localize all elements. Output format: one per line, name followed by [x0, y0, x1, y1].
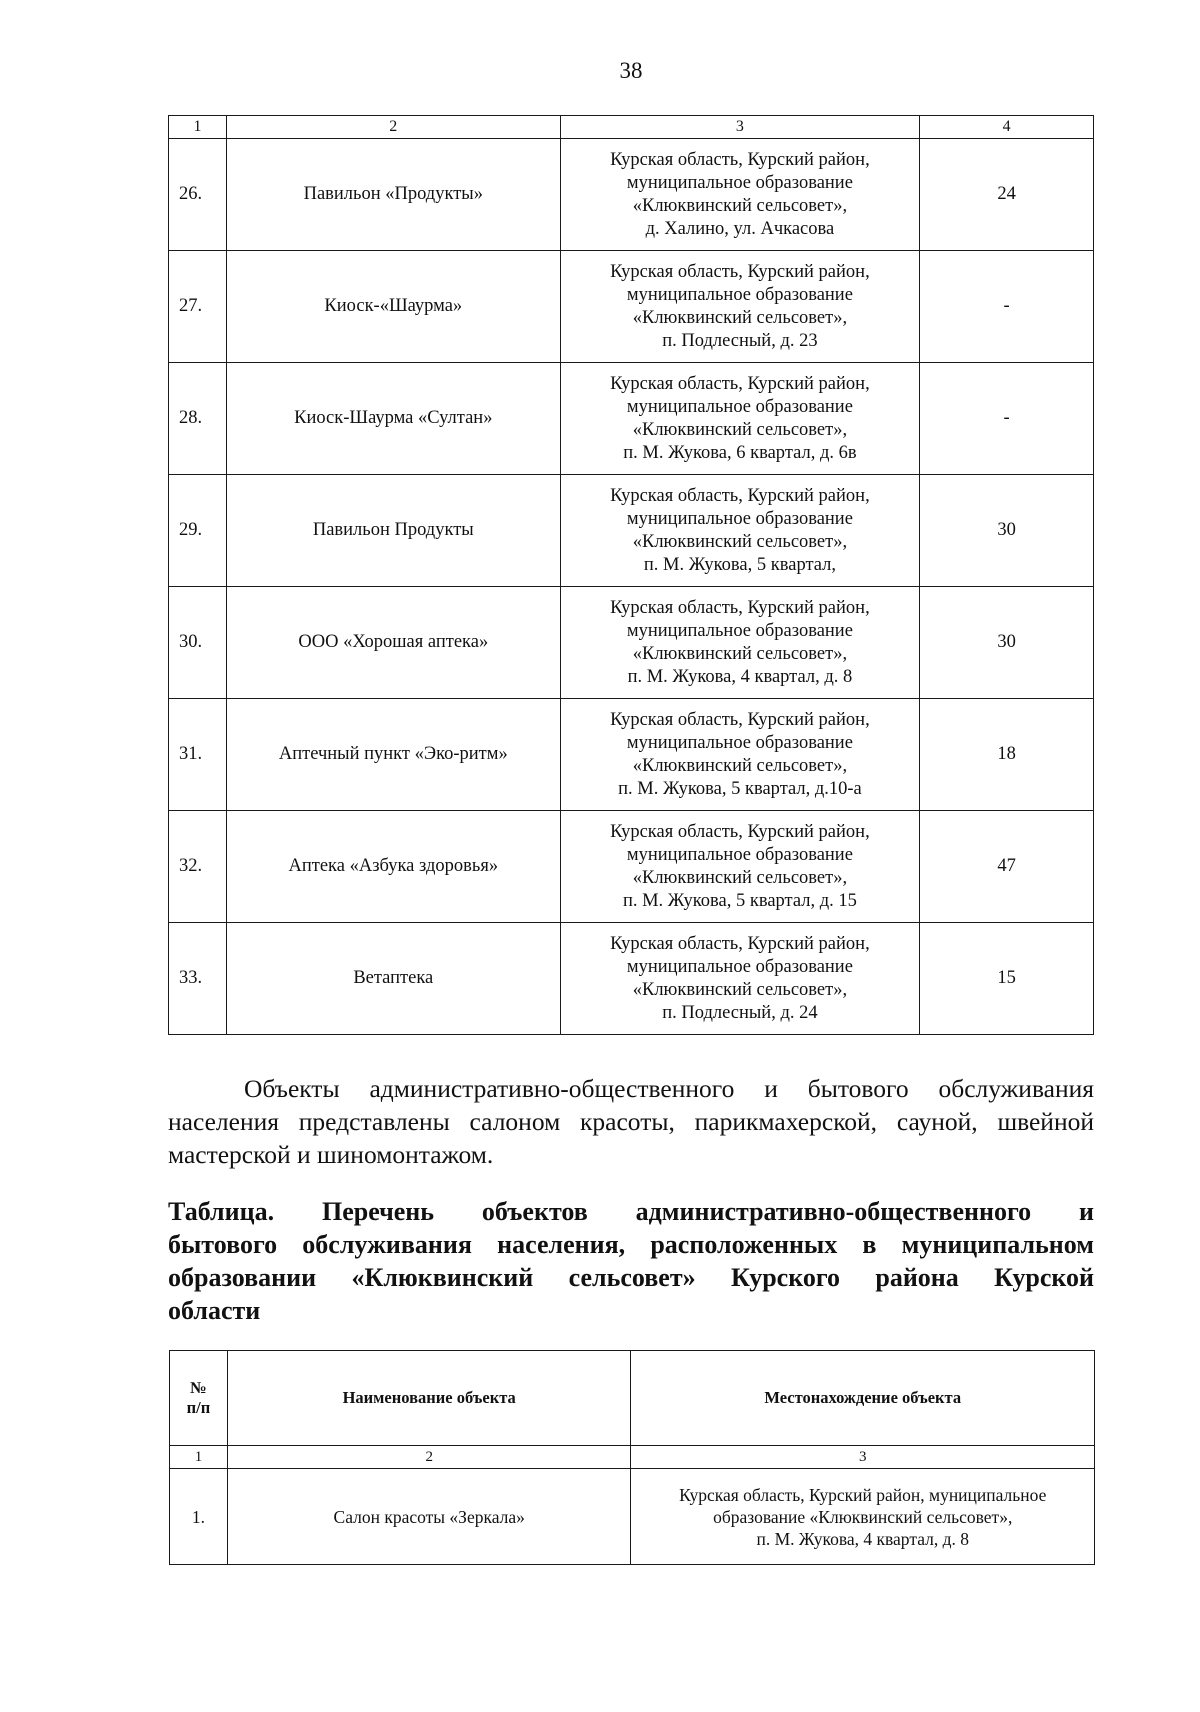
object-name: ООО «Хорошая аптека» — [226, 587, 560, 699]
address-line: муниципальное образование — [626, 620, 853, 641]
column-number: 1 — [169, 116, 227, 139]
row-number: 30. — [169, 587, 227, 699]
table-row — [169, 139, 1094, 251]
object-address — [560, 363, 920, 475]
row-number: 27. — [169, 251, 227, 363]
address-line: образование «Клюквинский сельсовет», — [713, 1506, 1013, 1527]
object-name: Салон красоты «Зеркала» — [227, 1469, 631, 1565]
address-line: Курская область, Курский район, — [610, 933, 870, 954]
object-name: Аптечный пункт «Эко-ритм» — [226, 699, 560, 811]
column-number: 4 — [920, 116, 1094, 139]
column-numbers-row — [169, 116, 1094, 139]
address-line: муниципальное образование — [626, 284, 853, 305]
column-number: 2 — [226, 116, 560, 139]
object-value: - — [920, 363, 1094, 475]
object-address — [560, 811, 920, 923]
object-address — [560, 139, 920, 251]
table-row — [169, 251, 1094, 363]
object-value: 30 — [920, 475, 1094, 587]
address-line: муниципальное образование — [626, 508, 853, 529]
table-row — [170, 1469, 1095, 1565]
address-line: Курская область, Курский район, — [610, 821, 870, 842]
address-line: п. М. Жукова, 5 квартал, д.10-а — [618, 778, 862, 799]
address-line: Курская область, Курский район, — [610, 373, 870, 394]
address-line: Курская область, Курский район, — [610, 149, 870, 170]
address-line: п. М. Жукова, 4 квартал, д. 8 — [756, 1528, 969, 1549]
column-number: 3 — [631, 1446, 1095, 1469]
row-number: 1. — [170, 1469, 228, 1565]
column-header-number — [170, 1351, 228, 1446]
address-line: Курская область, Курский район, муниципальное — [679, 1484, 1047, 1505]
column-number: 2 — [227, 1446, 631, 1469]
address-line: Курская область, Курский район, — [610, 485, 870, 506]
address-line: «Клюквинский сельсовет», — [632, 307, 848, 328]
address-line: «Клюквинский сельсовет», — [632, 531, 848, 552]
row-number: 32. — [169, 811, 227, 923]
table-row — [169, 699, 1094, 811]
address-line: п. М. Жукова, 4 квартал, д. 8 — [627, 666, 853, 687]
object-name: Аптека «Азбука здоровья» — [226, 811, 560, 923]
address-line: Курская область, Курский район, — [610, 261, 870, 282]
object-value: - — [920, 251, 1094, 363]
table-row — [169, 475, 1094, 587]
address-line: п. М. Жукова, 6 квартал, д. 6в — [623, 442, 857, 463]
address-line: муниципальное образование — [626, 956, 853, 977]
services-table — [169, 1350, 1095, 1565]
address-line: Курская область, Курский район, — [610, 709, 870, 730]
table-title-line: бытового обслуживания населения, расположенных в муниципальном — [168, 1230, 1094, 1259]
address-line: п. Подлесный, д. 24 — [662, 1002, 818, 1023]
table-title-line: области — [168, 1296, 261, 1325]
column-number: 1 — [170, 1446, 228, 1469]
column-header-location: Местонахождение объекта — [631, 1351, 1095, 1446]
address-line: муниципальное образование — [626, 732, 853, 753]
address-line: «Клюквинский сельсовет», — [632, 643, 848, 664]
row-number: 33. — [169, 923, 227, 1035]
object-address — [560, 251, 920, 363]
address-line: «Клюквинский сельсовет», — [632, 979, 848, 1000]
table-title-line: Таблица. Перечень объектов административно-общественного и — [168, 1197, 1094, 1226]
object-address — [560, 475, 920, 587]
address-line: п. Подлесный, д. 23 — [662, 330, 818, 351]
body-paragraph — [168, 1072, 1094, 1171]
row-number: 28. — [169, 363, 227, 475]
object-value: 30 — [920, 587, 1094, 699]
object-name: Киоск-Шаурма «Султан» — [226, 363, 560, 475]
address-line: п. М. Жукова, 5 квартал, — [643, 554, 836, 575]
address-line: «Клюквинский сельсовет», — [632, 867, 848, 888]
object-value: 24 — [920, 139, 1094, 251]
column-header-number-line: № — [190, 1378, 207, 1397]
object-name: Павильон Продукты — [226, 475, 560, 587]
table-row — [169, 811, 1094, 923]
row-number: 26. — [169, 139, 227, 251]
address-line: муниципальное образование — [626, 396, 853, 417]
column-numbers-row — [170, 1446, 1095, 1469]
table-row — [169, 923, 1094, 1035]
objects-table-continued — [168, 115, 1094, 1035]
column-header-name: Наименование объекта — [227, 1351, 631, 1446]
object-address — [560, 923, 920, 1035]
object-value: 18 — [920, 699, 1094, 811]
row-number: 29. — [169, 475, 227, 587]
table-title — [168, 1195, 1094, 1327]
table-row — [169, 363, 1094, 475]
address-line: д. Халино, ул. Ачкасова — [645, 218, 835, 239]
header-row — [170, 1351, 1095, 1446]
object-address — [631, 1469, 1095, 1565]
column-header-number-line: п/п — [186, 1398, 211, 1417]
address-line: «Клюквинский сельсовет», — [632, 419, 848, 440]
address-line: п. М. Жукова, 5 квартал, д. 15 — [622, 890, 857, 911]
object-name: Киоск-«Шаурма» — [226, 251, 560, 363]
table-title-line: образовании «Клюквинский сельсовет» Курского района Курской — [168, 1263, 1094, 1292]
address-line: муниципальное образование — [626, 172, 853, 193]
column-number: 3 — [560, 116, 920, 139]
object-value: 15 — [920, 923, 1094, 1035]
row-number: 31. — [169, 699, 227, 811]
address-line: «Клюквинский сельсовет», — [632, 755, 848, 776]
object-name: Ветаптека — [226, 923, 560, 1035]
address-line: «Клюквинский сельсовет», — [632, 195, 848, 216]
address-line: муниципальное образование — [626, 844, 853, 865]
object-name: Павильон «Продукты» — [226, 139, 560, 251]
object-address — [560, 587, 920, 699]
table-row — [169, 587, 1094, 699]
page-number: 38 — [619, 58, 643, 83]
object-value: 47 — [920, 811, 1094, 923]
paragraph-text: Объекты административно-общественного и бытового обслуживания населения представлены салоном красоты, парикмахерской, сауной, швейной мастерской и шиномонтажом. — [168, 1074, 1094, 1169]
address-line: Курская область, Курский район, — [610, 597, 870, 618]
object-address — [560, 699, 920, 811]
